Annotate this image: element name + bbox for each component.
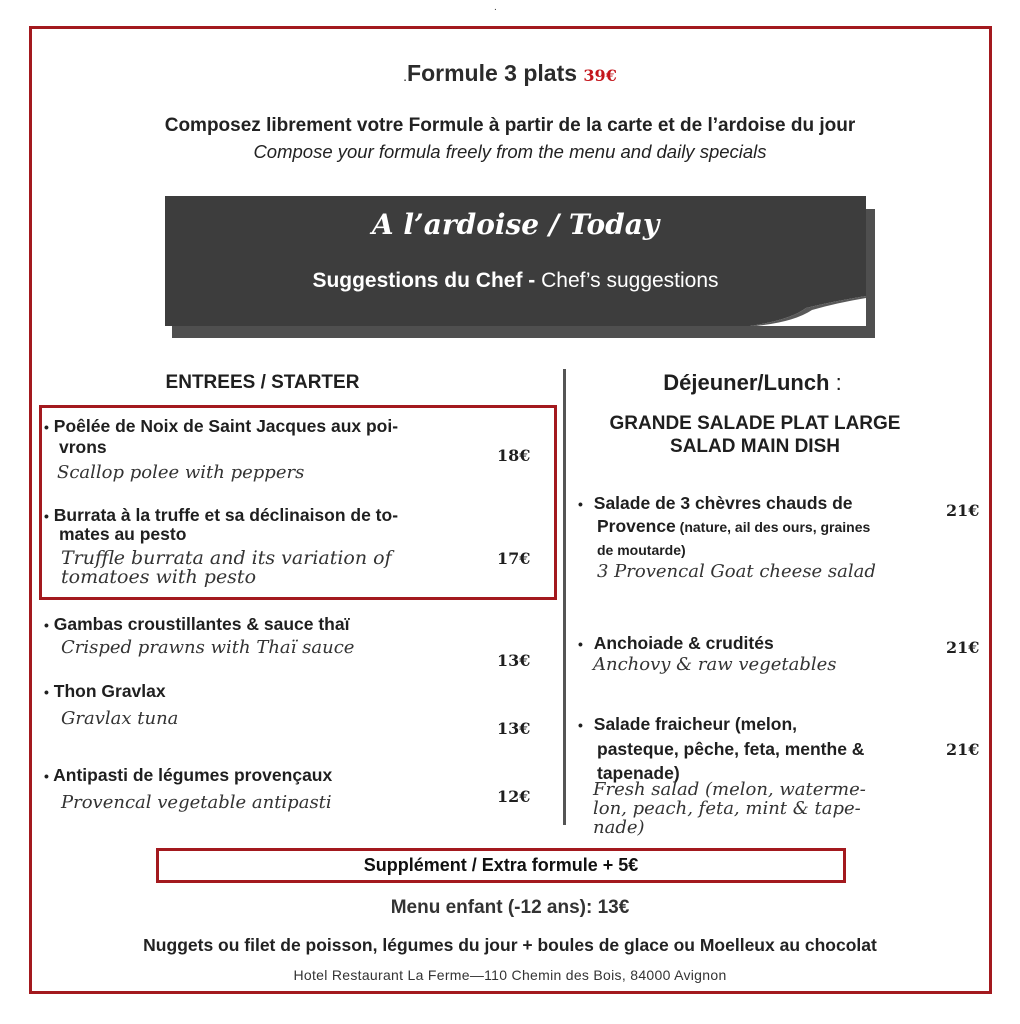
starter-name: Thon Gravlax <box>53 681 166 701</box>
lunch-heading <box>600 370 905 396</box>
kids-menu: Menu enfant (-12 ans): 13€ <box>390 897 630 918</box>
starter-price: 12€ <box>497 787 531 806</box>
lunch-name-line3: tapenade) <box>597 763 680 783</box>
starter-price: 17€ <box>497 549 531 568</box>
bullet-icon: • <box>578 636 583 652</box>
bullet-icon: • <box>578 496 583 512</box>
starter-english-line1: Truffle burrata and its variation of <box>61 547 392 569</box>
starter-name: Gambas croustillantes & sauce thaï <box>53 614 350 634</box>
starter-english <box>61 549 392 587</box>
bullet-icon: • <box>578 717 583 733</box>
starter-name: Antipasti de légumes provençaux <box>53 765 333 785</box>
bullet-icon: • <box>44 617 49 633</box>
board-subtitle <box>165 269 866 293</box>
bullet-icon: • <box>44 768 49 784</box>
lunch-name: Anchoiade & crudités <box>593 633 774 653</box>
bullet-icon: • <box>44 508 49 524</box>
starter-item <box>44 416 494 457</box>
lunch-english: Anchovy & raw vegetables <box>593 654 837 675</box>
lunch-english-line2: lon, peach, feta, mint & tape- <box>593 798 861 819</box>
lunch-name-line1: Salade de 3 chèvres chauds de <box>593 493 853 513</box>
starter-name-line2: mates au pesto <box>59 524 187 544</box>
starter-price: 13€ <box>497 719 531 738</box>
board-title: A l’ardoise / Today <box>371 208 660 241</box>
starter-english: Gravlax tuna <box>61 708 179 729</box>
board-sub-en: Chef’s suggestions <box>541 269 719 292</box>
starter-price: 13€ <box>497 651 531 670</box>
lunch-item <box>578 633 928 654</box>
lunch-item <box>578 492 928 561</box>
starter-english: Crisped prawns with Thaï sauce <box>61 637 355 658</box>
lunch-english-line3: nade) <box>593 817 645 838</box>
subtitle-en: Compose your formula freely from the menu and daily specials <box>253 141 767 162</box>
lunch-note-line2: de moutarde) <box>597 542 686 558</box>
board-sub-sep: - <box>522 269 542 292</box>
lunch-english <box>593 780 866 837</box>
lunch-price: 21€ <box>946 740 980 759</box>
lunch-price: 21€ <box>946 638 980 657</box>
lunch-name-line1: Salade fraicheur (melon, <box>593 714 798 734</box>
lunch-english-line1: Fresh salad (melon, waterme- <box>593 779 866 800</box>
salad-heading-line1: GRANDE SALADE PLAT LARGE <box>609 413 901 434</box>
lunch-item <box>578 712 928 785</box>
bullet-icon: • <box>44 684 49 700</box>
starter-name-line2: vrons <box>59 437 107 457</box>
lunch-note: (nature, ail des ours, graines <box>675 519 871 535</box>
kids-menu-details: Nuggets ou filet de poisson, légumes du jour + boules de glace ou Moelleux au chocolat <box>143 935 877 955</box>
title-dot: . <box>403 68 408 84</box>
starter-item <box>44 614 494 635</box>
lunch-heading-colon: : <box>829 370 842 395</box>
lunch-name-line2: pasteque, pêche, feta, menthe & <box>597 739 865 759</box>
starter-name-line1: Burrata à la truffe et sa déclinaison de to- <box>53 505 399 525</box>
title-price: 39€ <box>583 66 617 85</box>
starter-price: 18€ <box>497 446 531 465</box>
board-sub-fr: Suggestions du Chef <box>312 269 523 292</box>
lunch-english: 3 Provencal Goat cheese salad <box>597 561 876 582</box>
bullet-icon: • <box>44 419 49 435</box>
starter-english: Scallop polee with peppers <box>57 462 305 483</box>
column-divider <box>563 369 566 825</box>
page-curl-icon <box>750 296 866 326</box>
restaurant-address: Hotel Restaurant La Ferme—110 Chemin des Bois, 84000 Avignon <box>293 967 727 983</box>
salad-heading <box>575 412 935 458</box>
salad-heading-line2: SALAD MAIN DISH <box>670 436 840 457</box>
lunch-heading-text: Déjeuner/Lunch <box>663 370 830 395</box>
starter-item <box>44 506 494 543</box>
title-text: Formule 3 plats <box>407 60 584 86</box>
lunch-name-line2: Provence <box>597 516 676 536</box>
starter-english: Provencal vegetable antipasti <box>61 792 332 813</box>
starter-english-line2: tomatoes with pesto <box>61 566 257 588</box>
subtitle-fr: Composez librement votre Formule à partir de la carte et de l’ardoise du jour <box>164 115 856 136</box>
top-dot: . <box>494 2 497 13</box>
starter-item <box>44 681 494 702</box>
starter-name-line1: Poêlée de Noix de Saint Jacques aux poi- <box>53 416 399 436</box>
formula-title <box>0 60 1020 87</box>
extra-supplement-box: Supplément / Extra formule + 5€ <box>156 848 846 883</box>
starter-item <box>44 765 494 786</box>
starters-heading: ENTREES / STARTER <box>165 372 360 393</box>
lunch-price: 21€ <box>946 501 980 520</box>
